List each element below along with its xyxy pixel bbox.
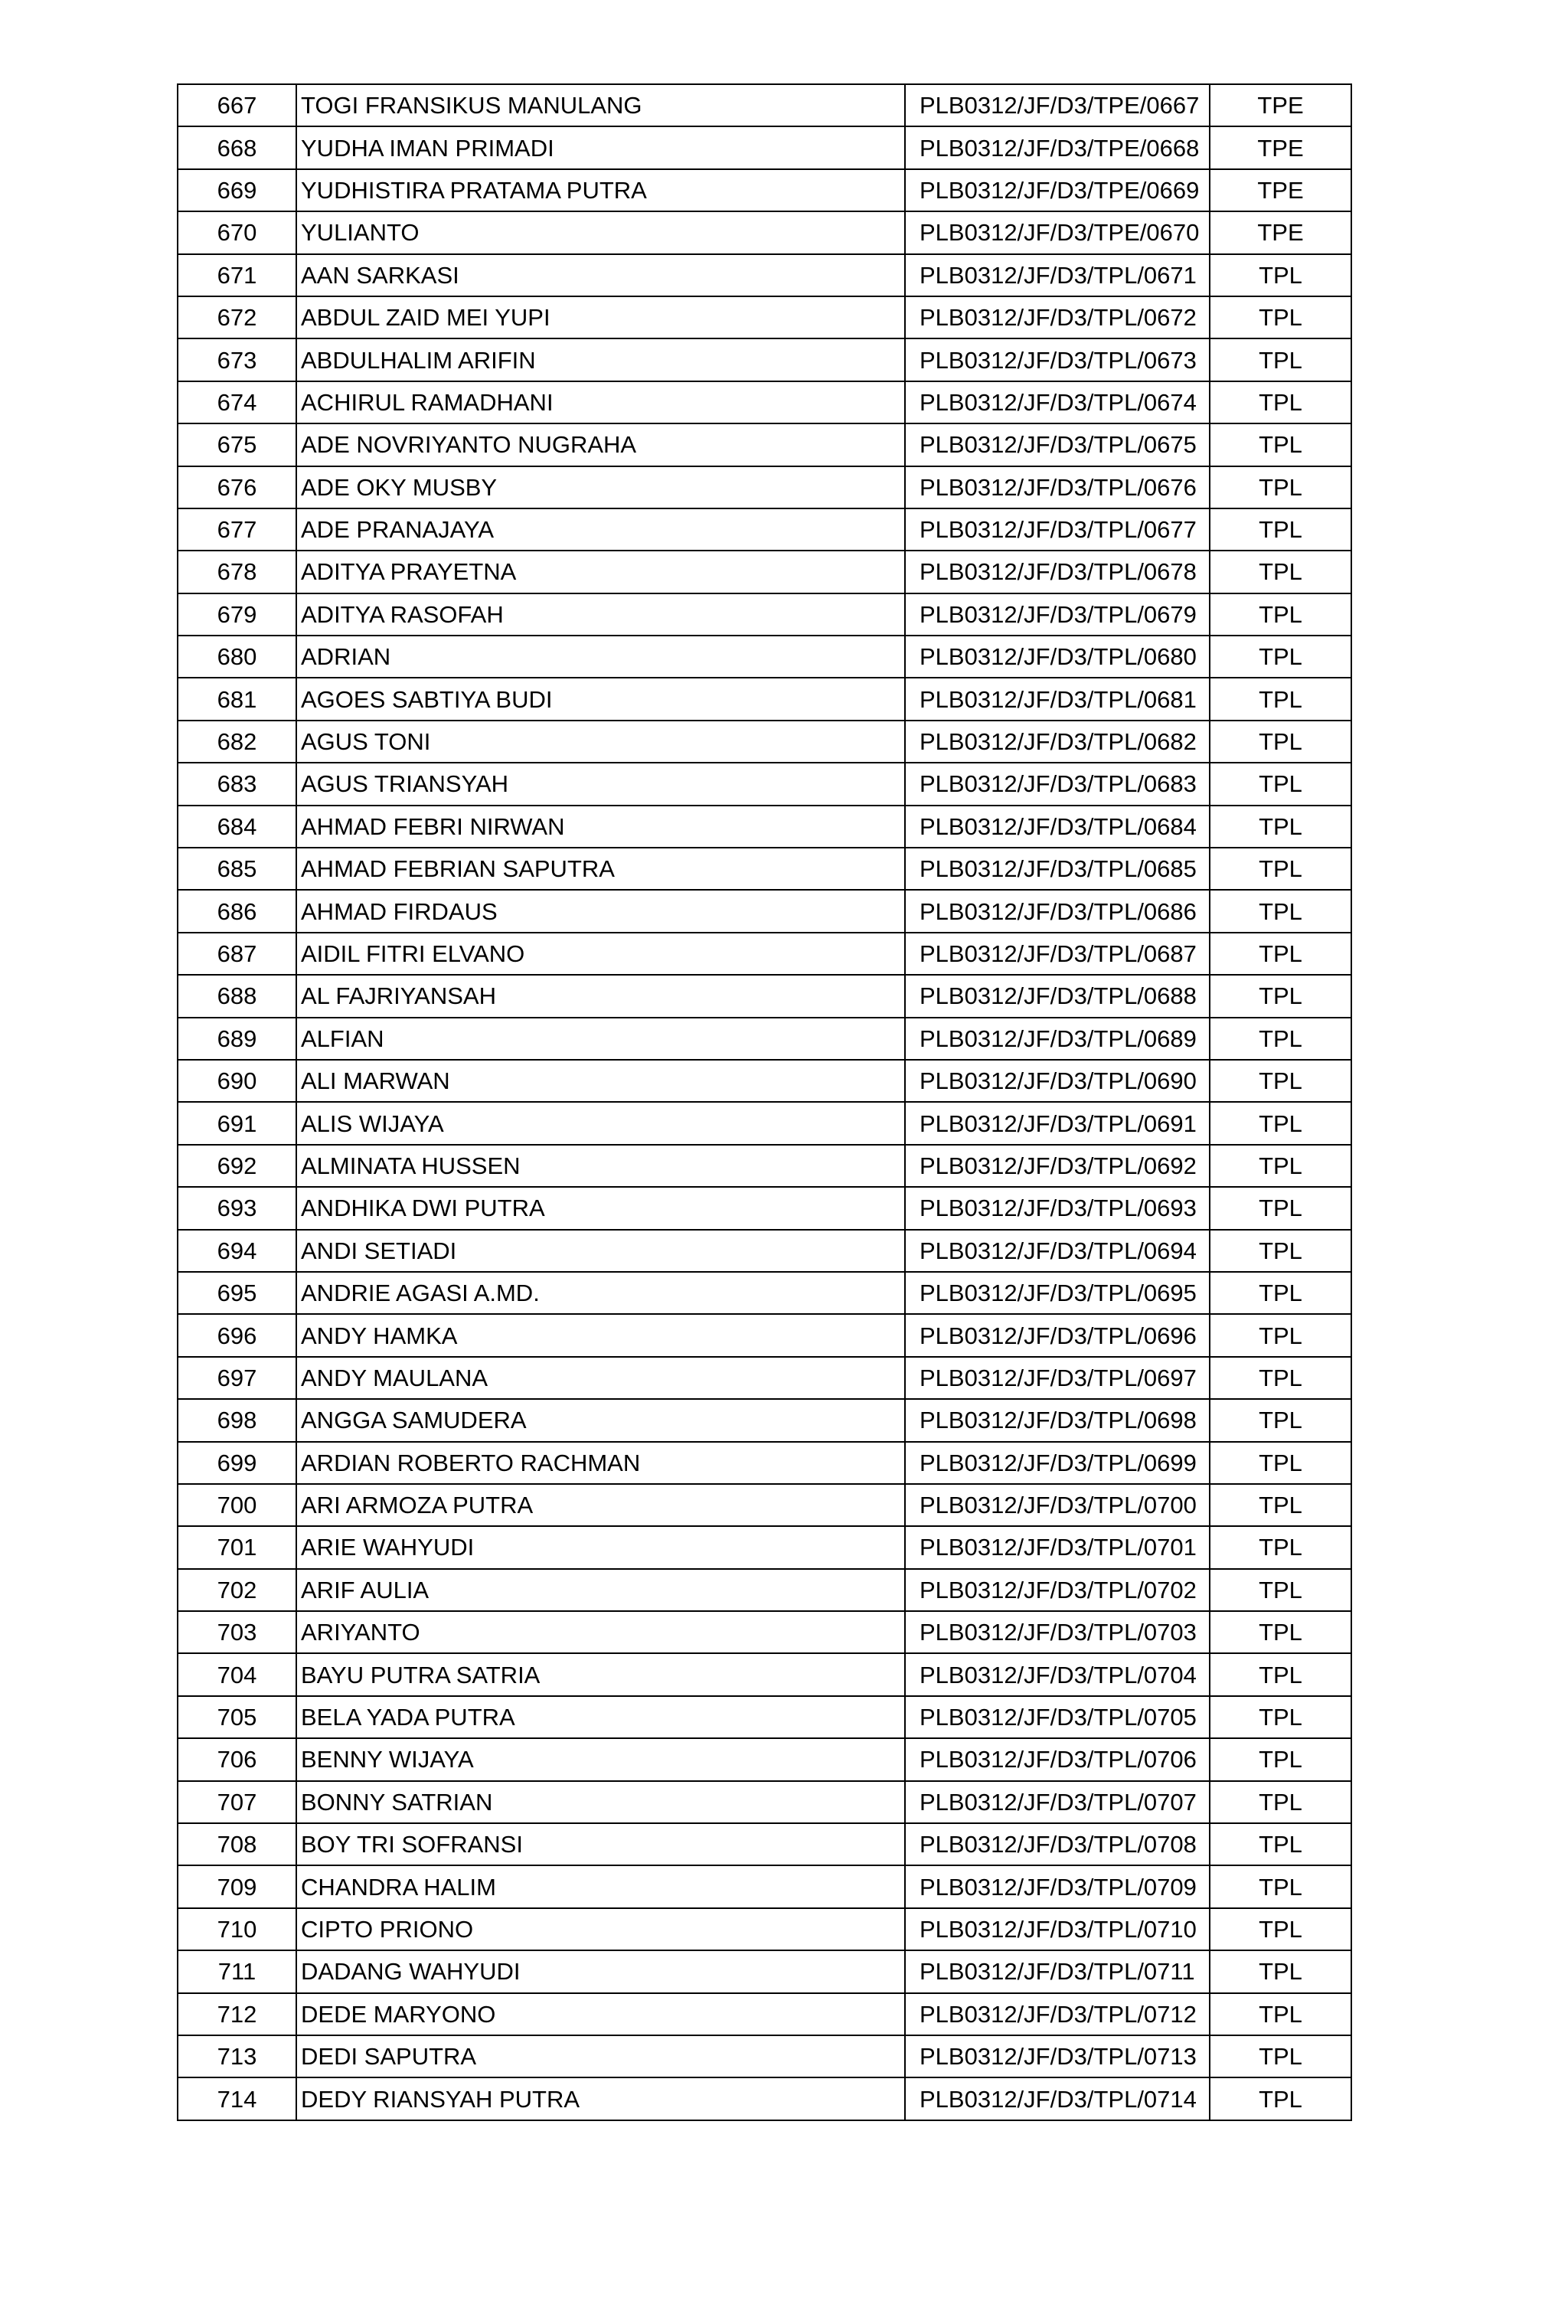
table-row — [178, 1272, 1351, 1314]
participant-name: BELA YADA PUTRA — [296, 1696, 905, 1738]
table-row — [178, 1738, 1351, 1780]
row-number: 701 — [178, 1526, 296, 1568]
participant-name: ADE NOVRIYANTO NUGRAHA — [296, 423, 905, 466]
certificate-number: PLB0312/JF/D3/TPL/0674 — [905, 381, 1210, 423]
program-code: TPL — [1210, 763, 1351, 805]
participant-name: TOGI FRANSIKUS MANULANG — [296, 84, 905, 126]
participant-name: ABDUL ZAID MEI YUPI — [296, 296, 905, 338]
table-row — [178, 1357, 1351, 1399]
row-number: 695 — [178, 1272, 296, 1314]
row-number: 682 — [178, 721, 296, 763]
table-row — [178, 933, 1351, 975]
program-code: TPL — [1210, 1823, 1351, 1865]
program-code: TPL — [1210, 254, 1351, 296]
program-code: TPL — [1210, 2035, 1351, 2077]
program-code: TPL — [1210, 1865, 1351, 1907]
program-code: TPL — [1210, 1399, 1351, 1441]
program-code: TPL — [1210, 1145, 1351, 1187]
table-row — [178, 1823, 1351, 1865]
participant-name: ALIS WIJAYA — [296, 1102, 905, 1144]
program-code: TPE — [1210, 84, 1351, 126]
table-row — [178, 1950, 1351, 1992]
program-code: TPL — [1210, 975, 1351, 1017]
certificate-number: PLB0312/JF/D3/TPL/0676 — [905, 466, 1210, 508]
table-row — [178, 1526, 1351, 1568]
participant-name: ABDULHALIM ARIFIN — [296, 338, 905, 381]
participant-name: ADITYA RASOFAH — [296, 593, 905, 636]
table-row — [178, 763, 1351, 805]
table-row — [178, 211, 1351, 253]
table-row — [178, 721, 1351, 763]
certificate-number: PLB0312/JF/D3/TPL/0706 — [905, 1738, 1210, 1780]
row-number: 681 — [178, 678, 296, 720]
row-number: 672 — [178, 296, 296, 338]
program-code: TPL — [1210, 1230, 1351, 1272]
participant-name: YUDHA IMAN PRIMADI — [296, 126, 905, 168]
row-number: 696 — [178, 1314, 296, 1356]
program-code: TPL — [1210, 1314, 1351, 1356]
certificate-number: PLB0312/JF/D3/TPE/0669 — [905, 169, 1210, 211]
participant-name: ARI ARMOZA PUTRA — [296, 1484, 905, 1526]
table-row — [178, 466, 1351, 508]
certificate-number: PLB0312/JF/D3/TPL/0689 — [905, 1018, 1210, 1060]
row-number: 708 — [178, 1823, 296, 1865]
row-number: 670 — [178, 211, 296, 253]
table-row — [178, 1653, 1351, 1695]
participant-name: AGOES SABTIYA BUDI — [296, 678, 905, 720]
table-row — [178, 1993, 1351, 2035]
program-code: TPL — [1210, 1611, 1351, 1653]
program-code: TPL — [1210, 2077, 1351, 2120]
participant-name: AL FAJRIYANSAH — [296, 975, 905, 1017]
participant-name: ALI MARWAN — [296, 1060, 905, 1102]
participant-name: CHANDRA HALIM — [296, 1865, 905, 1907]
table-row — [178, 848, 1351, 890]
participant-name: ANDY HAMKA — [296, 1314, 905, 1356]
participant-name: ACHIRUL RAMADHANI — [296, 381, 905, 423]
row-number: 711 — [178, 1950, 296, 1992]
participant-name: AHMAD FEBRI NIRWAN — [296, 806, 905, 848]
participant-name: ADE PRANAJAYA — [296, 508, 905, 551]
program-code: TPL — [1210, 1187, 1351, 1229]
program-code: TPL — [1210, 933, 1351, 975]
certificate-number: PLB0312/JF/D3/TPL/0708 — [905, 1823, 1210, 1865]
table-row — [178, 508, 1351, 551]
row-number: 686 — [178, 890, 296, 932]
participant-name: AAN SARKASI — [296, 254, 905, 296]
participant-name: BAYU PUTRA SATRIA — [296, 1653, 905, 1695]
row-number: 703 — [178, 1611, 296, 1653]
participant-name: DEDE MARYONO — [296, 1993, 905, 2035]
participant-name: BONNY SATRIAN — [296, 1781, 905, 1823]
table-row — [178, 423, 1351, 466]
participant-table — [177, 83, 1352, 2121]
row-number: 714 — [178, 2077, 296, 2120]
row-number: 694 — [178, 1230, 296, 1272]
row-number: 685 — [178, 848, 296, 890]
program-code: TPL — [1210, 1018, 1351, 1060]
certificate-number: PLB0312/JF/D3/TPL/0687 — [905, 933, 1210, 975]
certificate-number: PLB0312/JF/D3/TPL/0714 — [905, 2077, 1210, 2120]
program-code: TPL — [1210, 1653, 1351, 1695]
certificate-number: PLB0312/JF/D3/TPL/0705 — [905, 1696, 1210, 1738]
participant-name: ANDY MAULANA — [296, 1357, 905, 1399]
program-code: TPL — [1210, 1272, 1351, 1314]
table-row — [178, 1145, 1351, 1187]
table-row — [178, 1399, 1351, 1441]
participant-name: AHMAD FEBRIAN SAPUTRA — [296, 848, 905, 890]
program-code: TPL — [1210, 466, 1351, 508]
program-code: TPE — [1210, 211, 1351, 253]
row-number: 678 — [178, 551, 296, 593]
row-number: 709 — [178, 1865, 296, 1907]
participant-name: AGUS TONI — [296, 721, 905, 763]
table-row — [178, 551, 1351, 593]
row-number: 704 — [178, 1653, 296, 1695]
row-number: 687 — [178, 933, 296, 975]
certificate-number: PLB0312/JF/D3/TPL/0709 — [905, 1865, 1210, 1907]
table-row — [178, 1442, 1351, 1484]
participant-table-body — [178, 84, 1351, 2120]
certificate-number: PLB0312/JF/D3/TPL/0695 — [905, 1272, 1210, 1314]
participant-name: ADE OKY MUSBY — [296, 466, 905, 508]
program-code: TPL — [1210, 1526, 1351, 1568]
certificate-number: PLB0312/JF/D3/TPL/0712 — [905, 1993, 1210, 2035]
table-row — [178, 1908, 1351, 1950]
participant-name: ALFIAN — [296, 1018, 905, 1060]
participant-name: AHMAD FIRDAUS — [296, 890, 905, 932]
row-number: 712 — [178, 1993, 296, 2035]
certificate-number: PLB0312/JF/D3/TPL/0694 — [905, 1230, 1210, 1272]
certificate-number: PLB0312/JF/D3/TPL/0710 — [905, 1908, 1210, 1950]
table-row — [178, 1187, 1351, 1229]
row-number: 676 — [178, 466, 296, 508]
program-code: TPL — [1210, 1060, 1351, 1102]
table-row — [178, 254, 1351, 296]
certificate-number: PLB0312/JF/D3/TPL/0696 — [905, 1314, 1210, 1356]
row-number: 689 — [178, 1018, 296, 1060]
certificate-number: PLB0312/JF/D3/TPE/0670 — [905, 211, 1210, 253]
participant-name: AIDIL FITRI ELVANO — [296, 933, 905, 975]
table-row — [178, 169, 1351, 211]
row-number: 679 — [178, 593, 296, 636]
participant-name: YULIANTO — [296, 211, 905, 253]
program-code: TPL — [1210, 1569, 1351, 1611]
table-row — [178, 636, 1351, 678]
certificate-number: PLB0312/JF/D3/TPL/0699 — [905, 1442, 1210, 1484]
table-row — [178, 1314, 1351, 1356]
row-number: 667 — [178, 84, 296, 126]
certificate-number: PLB0312/JF/D3/TPL/0702 — [905, 1569, 1210, 1611]
row-number: 674 — [178, 381, 296, 423]
program-code: TPL — [1210, 338, 1351, 381]
program-code: TPL — [1210, 508, 1351, 551]
row-number: 702 — [178, 1569, 296, 1611]
certificate-number: PLB0312/JF/D3/TPL/0693 — [905, 1187, 1210, 1229]
certificate-number: PLB0312/JF/D3/TPL/0673 — [905, 338, 1210, 381]
program-code: TPL — [1210, 1484, 1351, 1526]
certificate-number: PLB0312/JF/D3/TPL/0679 — [905, 593, 1210, 636]
program-code: TPL — [1210, 1442, 1351, 1484]
participant-name: AGUS TRIANSYAH — [296, 763, 905, 805]
certificate-number: PLB0312/JF/D3/TPL/0683 — [905, 763, 1210, 805]
certificate-number: PLB0312/JF/D3/TPL/0675 — [905, 423, 1210, 466]
participant-name: DADANG WAHYUDI — [296, 1950, 905, 1992]
program-code: TPL — [1210, 1993, 1351, 2035]
table-row — [178, 1781, 1351, 1823]
participant-name: ARIYANTO — [296, 1611, 905, 1653]
row-number: 692 — [178, 1145, 296, 1187]
program-code: TPL — [1210, 1738, 1351, 1780]
row-number: 675 — [178, 423, 296, 466]
table-row — [178, 126, 1351, 168]
certificate-number: PLB0312/JF/D3/TPL/0700 — [905, 1484, 1210, 1526]
program-code: TPL — [1210, 1781, 1351, 1823]
table-row — [178, 1484, 1351, 1526]
participant-name: DEDY RIANSYAH PUTRA — [296, 2077, 905, 2120]
program-code: TPL — [1210, 551, 1351, 593]
participant-name: BENNY WIJAYA — [296, 1738, 905, 1780]
table-row — [178, 1018, 1351, 1060]
table-row — [178, 1611, 1351, 1653]
row-number: 668 — [178, 126, 296, 168]
row-number: 691 — [178, 1102, 296, 1144]
table-row — [178, 890, 1351, 932]
program-code: TPL — [1210, 296, 1351, 338]
participant-name: ARIE WAHYUDI — [296, 1526, 905, 1568]
program-code: TPL — [1210, 636, 1351, 678]
participant-name: ANDRIE AGASI A.MD. — [296, 1272, 905, 1314]
table-row — [178, 1102, 1351, 1144]
program-code: TPL — [1210, 1950, 1351, 1992]
participant-name: CIPTO PRIONO — [296, 1908, 905, 1950]
participant-name: ADITYA PRAYETNA — [296, 551, 905, 593]
program-code: TPL — [1210, 721, 1351, 763]
program-code: TPL — [1210, 848, 1351, 890]
table-row — [178, 84, 1351, 126]
row-number: 700 — [178, 1484, 296, 1526]
row-number: 697 — [178, 1357, 296, 1399]
participant-name: ADRIAN — [296, 636, 905, 678]
participant-name: YUDHISTIRA PRATAMA PUTRA — [296, 169, 905, 211]
row-number: 699 — [178, 1442, 296, 1484]
certificate-number: PLB0312/JF/D3/TPL/0703 — [905, 1611, 1210, 1653]
certificate-number: PLB0312/JF/D3/TPE/0667 — [905, 84, 1210, 126]
participant-name: ANDI SETIADI — [296, 1230, 905, 1272]
program-code: TPL — [1210, 1696, 1351, 1738]
table-row — [178, 806, 1351, 848]
row-number: 684 — [178, 806, 296, 848]
certificate-number: PLB0312/JF/D3/TPL/0680 — [905, 636, 1210, 678]
certificate-number: PLB0312/JF/D3/TPL/0681 — [905, 678, 1210, 720]
program-code: TPL — [1210, 423, 1351, 466]
row-number: 677 — [178, 508, 296, 551]
certificate-number: PLB0312/JF/D3/TPL/0691 — [905, 1102, 1210, 1144]
certificate-number: PLB0312/JF/D3/TPL/0697 — [905, 1357, 1210, 1399]
participant-name: ANGGA SAMUDERA — [296, 1399, 905, 1441]
certificate-number: PLB0312/JF/D3/TPE/0668 — [905, 126, 1210, 168]
row-number: 710 — [178, 1908, 296, 1950]
certificate-number: PLB0312/JF/D3/TPL/0707 — [905, 1781, 1210, 1823]
certificate-number: PLB0312/JF/D3/TPL/0711 — [905, 1950, 1210, 1992]
certificate-number: PLB0312/JF/D3/TPL/0672 — [905, 296, 1210, 338]
table-row — [178, 975, 1351, 1017]
row-number: 688 — [178, 975, 296, 1017]
row-number: 683 — [178, 763, 296, 805]
row-number: 705 — [178, 1696, 296, 1738]
certificate-number: PLB0312/JF/D3/TPL/0713 — [905, 2035, 1210, 2077]
certificate-number: PLB0312/JF/D3/TPL/0690 — [905, 1060, 1210, 1102]
row-number: 693 — [178, 1187, 296, 1229]
certificate-number: PLB0312/JF/D3/TPL/0684 — [905, 806, 1210, 848]
program-code: TPL — [1210, 1102, 1351, 1144]
certificate-number: PLB0312/JF/D3/TPL/0704 — [905, 1653, 1210, 1695]
table-row — [178, 1230, 1351, 1272]
certificate-number: PLB0312/JF/D3/TPL/0688 — [905, 975, 1210, 1017]
row-number: 713 — [178, 2035, 296, 2077]
participant-name: ARDIAN ROBERTO RACHMAN — [296, 1442, 905, 1484]
row-number: 706 — [178, 1738, 296, 1780]
program-code: TPE — [1210, 126, 1351, 168]
program-code: TPL — [1210, 1357, 1351, 1399]
program-code: TPL — [1210, 678, 1351, 720]
table-row — [178, 1060, 1351, 1102]
certificate-number: PLB0312/JF/D3/TPL/0692 — [905, 1145, 1210, 1187]
table-row — [178, 2035, 1351, 2077]
certificate-number: PLB0312/JF/D3/TPL/0671 — [905, 254, 1210, 296]
participant-name: DEDI SAPUTRA — [296, 2035, 905, 2077]
participant-name: BOY TRI SOFRANSI — [296, 1823, 905, 1865]
table-row — [178, 2077, 1351, 2120]
certificate-number: PLB0312/JF/D3/TPL/0698 — [905, 1399, 1210, 1441]
row-number: 673 — [178, 338, 296, 381]
certificate-number: PLB0312/JF/D3/TPL/0678 — [905, 551, 1210, 593]
program-code: TPE — [1210, 169, 1351, 211]
certificate-number: PLB0312/JF/D3/TPL/0685 — [905, 848, 1210, 890]
certificate-number: PLB0312/JF/D3/TPL/0701 — [905, 1526, 1210, 1568]
row-number: 698 — [178, 1399, 296, 1441]
table-row — [178, 1569, 1351, 1611]
table-row — [178, 678, 1351, 720]
row-number: 690 — [178, 1060, 296, 1102]
table-row — [178, 338, 1351, 381]
row-number: 707 — [178, 1781, 296, 1823]
row-number: 671 — [178, 254, 296, 296]
table-row — [178, 593, 1351, 636]
program-code: TPL — [1210, 1908, 1351, 1950]
table-row — [178, 1696, 1351, 1738]
program-code: TPL — [1210, 593, 1351, 636]
table-row — [178, 1865, 1351, 1907]
table-row — [178, 381, 1351, 423]
certificate-number: PLB0312/JF/D3/TPL/0677 — [905, 508, 1210, 551]
certificate-number: PLB0312/JF/D3/TPL/0686 — [905, 890, 1210, 932]
program-code: TPL — [1210, 890, 1351, 932]
participant-name: ALMINATA HUSSEN — [296, 1145, 905, 1187]
program-code: TPL — [1210, 381, 1351, 423]
program-code: TPL — [1210, 806, 1351, 848]
table-row — [178, 296, 1351, 338]
participant-name: ARIF AULIA — [296, 1569, 905, 1611]
certificate-number: PLB0312/JF/D3/TPL/0682 — [905, 721, 1210, 763]
participant-name: ANDHIKA DWI PUTRA — [296, 1187, 905, 1229]
row-number: 680 — [178, 636, 296, 678]
row-number: 669 — [178, 169, 296, 211]
